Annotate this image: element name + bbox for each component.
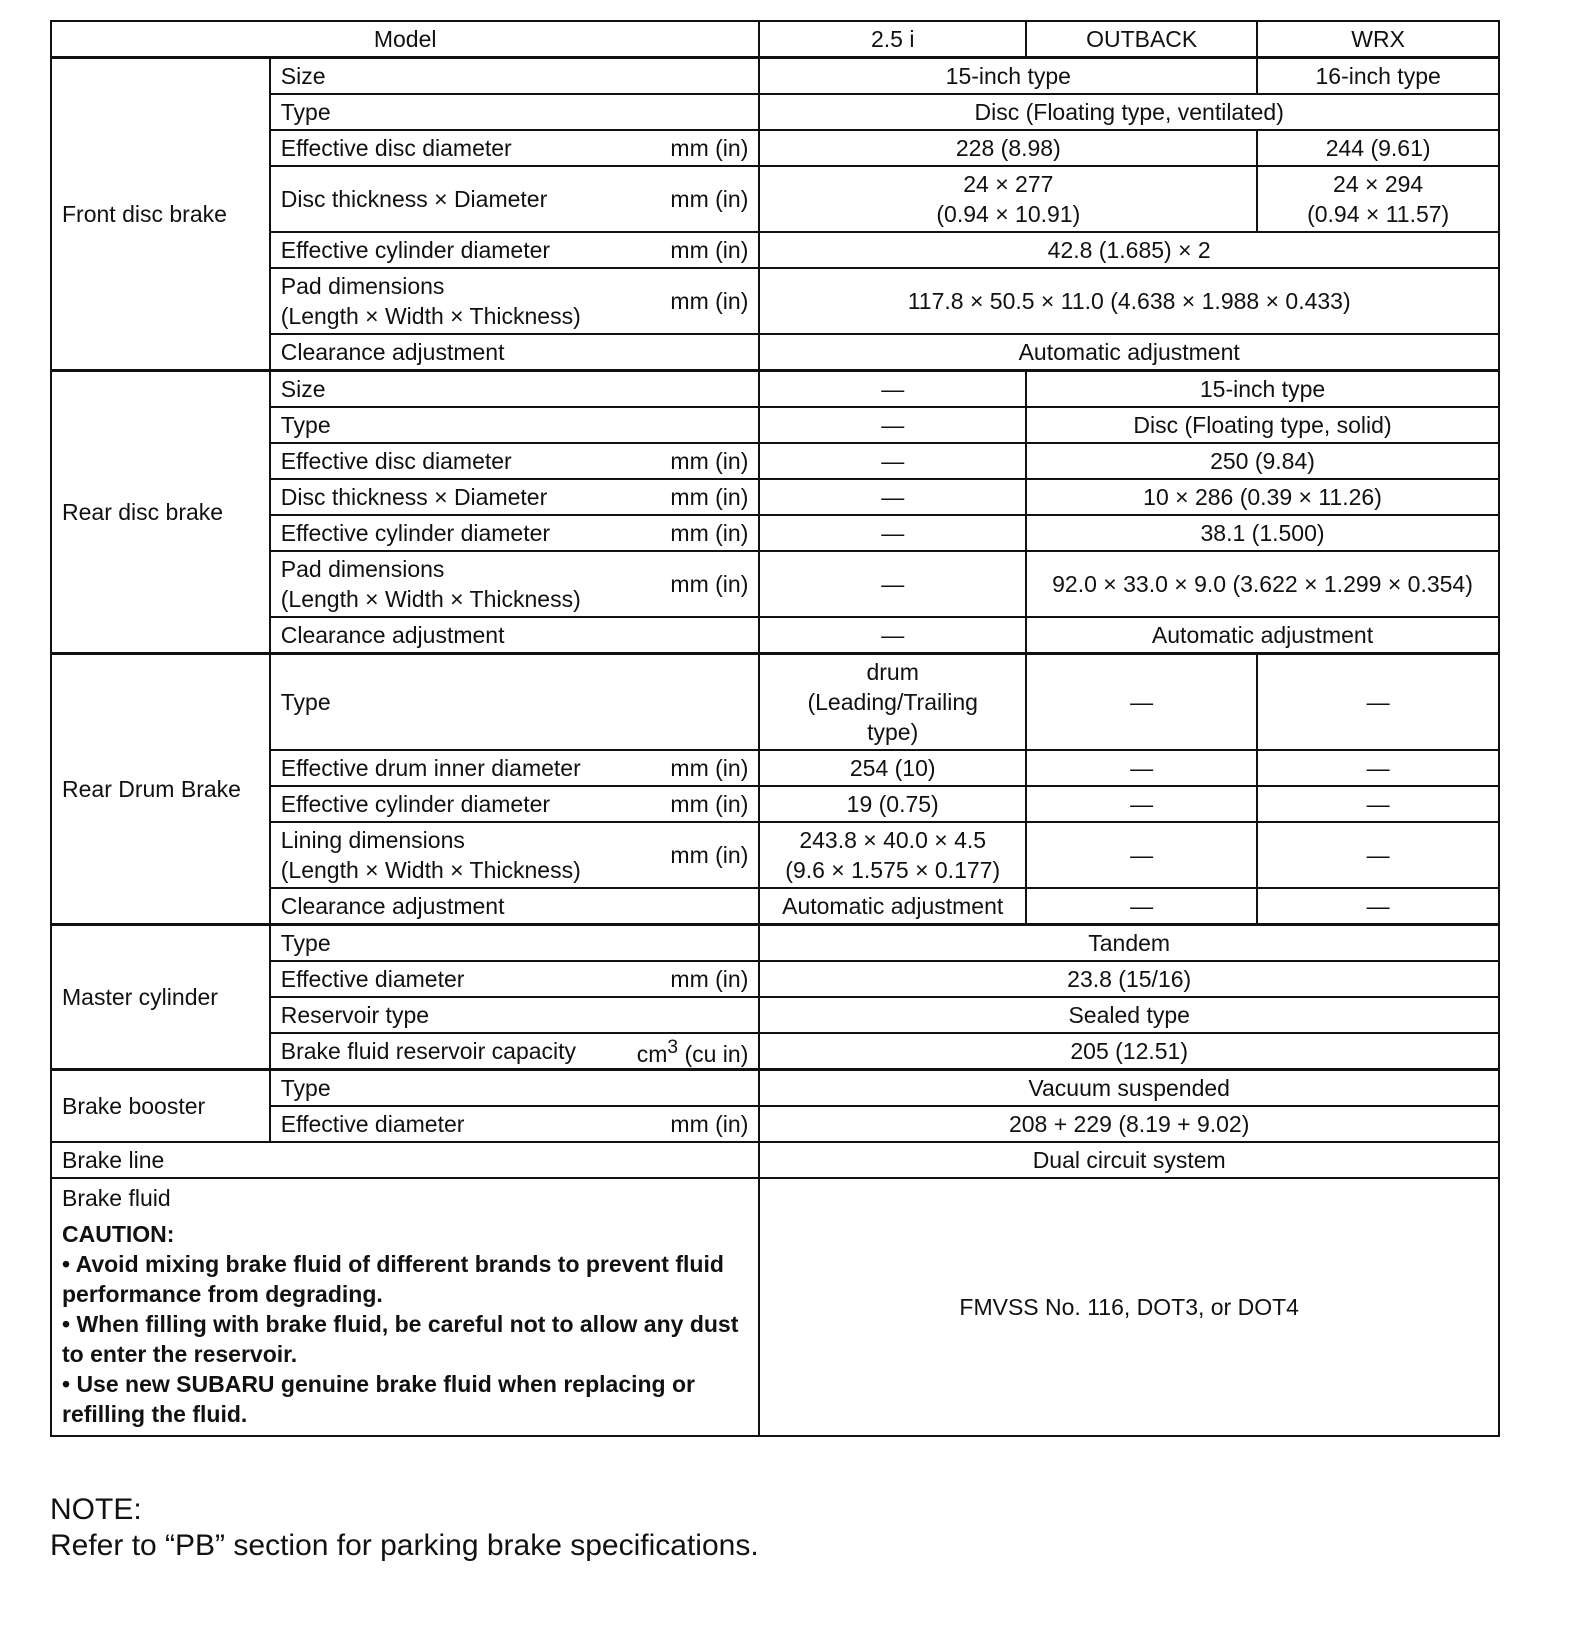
brake-line-label: Brake line <box>51 1142 759 1178</box>
value-line: (0.94 × 11.57) <box>1307 201 1450 227</box>
row-label: Type <box>270 94 760 130</box>
cell-value: 16-inch type <box>1257 58 1499 95</box>
cell-value: 254 (10) <box>759 750 1026 786</box>
label-text: Disc thickness × Diameter <box>280 484 548 510</box>
label-text: Disc thickness × Diameter <box>280 186 548 212</box>
unit-superscript: 3 <box>667 1037 679 1059</box>
table-row <box>51 1142 1499 1178</box>
unit-label: mm (in) <box>670 755 749 781</box>
brake-booster-group-label: Brake booster <box>51 1070 270 1143</box>
value-line: (Leading/Trailing <box>807 689 978 715</box>
value-line: 24 × 294 <box>1333 171 1424 197</box>
note-text: Refer to “PB” section for parking brake specifications. <box>50 1529 759 1562</box>
value-line: 243.8 × 40.0 × 4.5 <box>799 827 987 853</box>
rear-disc-group-label: Rear disc brake <box>51 371 270 654</box>
unit-label: mm (in) <box>670 571 749 597</box>
cell-value: — <box>759 443 1026 479</box>
cell-value: — <box>759 515 1026 551</box>
table-row <box>51 1178 1499 1436</box>
value-line: 24 × 277 <box>963 171 1054 197</box>
cell-value: 244 (9.61) <box>1257 130 1499 166</box>
unit-label: mm (in) <box>670 237 749 263</box>
cell-value: FMVSS No. 116, DOT3, or DOT4 <box>759 1178 1499 1436</box>
row-label <box>270 515 760 551</box>
row-label <box>270 130 760 166</box>
rear-drum-group-label: Rear Drum Brake <box>51 654 270 925</box>
cell-value: 205 (12.51) <box>759 1033 1499 1070</box>
cell-value: Tandem <box>759 925 1499 962</box>
row-label: Clearance adjustment <box>270 617 760 654</box>
table-row <box>51 925 1499 962</box>
header-wrx: WRX <box>1257 21 1499 58</box>
unit-label: mm (in) <box>670 288 749 314</box>
cell-value: 250 (9.84) <box>1026 443 1499 479</box>
unit-label: mm (in) <box>670 520 749 546</box>
cell-value: — <box>759 407 1026 443</box>
table-row <box>51 1070 1499 1107</box>
master-cylinder-group-label: Master cylinder <box>51 925 270 1070</box>
brake-fluid-label: Brake fluid <box>62 1185 171 1211</box>
label-text: Brake fluid reservoir capacity <box>280 1038 577 1064</box>
row-label: Type <box>270 925 760 962</box>
label-line: (Length × Width × Thickness) <box>280 857 581 883</box>
cell-value: — <box>759 617 1026 654</box>
row-label: Type <box>270 654 760 751</box>
cell-value <box>1257 166 1499 232</box>
header-row <box>51 21 1499 58</box>
label-line: (Length × Width × Thickness) <box>280 303 581 329</box>
cell-value: Disc (Floating type, ventilated) <box>759 94 1499 130</box>
row-label: Reservoir type <box>270 997 760 1033</box>
cell-value: Sealed type <box>759 997 1499 1033</box>
label-text: Effective disc diameter <box>280 448 512 474</box>
label-text: Effective cylinder diameter <box>280 520 551 546</box>
row-label: Clearance adjustment <box>270 334 760 371</box>
cell-value: — <box>1026 888 1257 925</box>
cell-value: Dual circuit system <box>759 1142 1499 1178</box>
label-line: Lining dimensions <box>280 827 465 853</box>
table-row <box>51 58 1499 95</box>
label-text: Effective diameter <box>280 1111 465 1137</box>
brake-fluid-cell <box>51 1178 759 1436</box>
row-label <box>270 1106 760 1142</box>
row-label: Type <box>270 407 760 443</box>
cell-value: 208 + 229 (8.19 + 9.02) <box>759 1106 1499 1142</box>
unit-label: mm (in) <box>670 135 749 161</box>
value-line: type) <box>867 719 919 745</box>
cell-value: — <box>1026 822 1257 888</box>
cell-value: Vacuum suspended <box>759 1070 1499 1107</box>
unit-label: mm (in) <box>670 791 749 817</box>
cell-value: Disc (Floating type, solid) <box>1026 407 1499 443</box>
row-label <box>270 750 760 786</box>
header-model: Model <box>51 21 759 58</box>
unit-label: mm (in) <box>670 842 749 868</box>
cell-value: — <box>1026 750 1257 786</box>
header-2-5i: 2.5 i <box>759 21 1026 58</box>
caution-item: • Avoid mixing brake fluid of different brands to prevent fluid performance from degrading. <box>62 1251 724 1307</box>
cell-value: 117.8 × 50.5 × 11.0 (4.638 × 1.988 × 0.433) <box>759 268 1499 334</box>
cell-value: — <box>1257 822 1499 888</box>
row-label <box>270 551 760 617</box>
label-text: Effective cylinder diameter <box>280 237 551 263</box>
brake-spec-table <box>50 20 1500 1437</box>
unit-label: mm (in) <box>670 484 749 510</box>
unit-label: mm (in) <box>670 966 749 992</box>
cell-value: — <box>1257 654 1499 751</box>
cell-value: 92.0 × 33.0 × 9.0 (3.622 × 1.299 × 0.354) <box>1026 551 1499 617</box>
row-label: Size <box>270 58 760 95</box>
label-text: Effective disc diameter <box>280 135 512 161</box>
row-label: Type <box>270 1070 760 1107</box>
cell-value: 38.1 (1.500) <box>1026 515 1499 551</box>
caution-block <box>62 1219 748 1429</box>
row-label: Size <box>270 371 760 408</box>
cell-value: — <box>759 551 1026 617</box>
row-label <box>270 443 760 479</box>
table-row <box>51 371 1499 408</box>
value-line: (0.94 × 10.91) <box>936 201 1081 227</box>
front-disc-group-label: Front disc brake <box>51 58 270 371</box>
note-block <box>50 1492 759 1564</box>
cell-value: 19 (0.75) <box>759 786 1026 822</box>
caution-item: • When filling with brake fluid, be careful not to allow any dust to enter the reservoir. <box>62 1311 739 1367</box>
cell-value: 228 (8.98) <box>759 130 1257 166</box>
cell-value: — <box>1026 654 1257 751</box>
cell-value: Automatic adjustment <box>759 888 1026 925</box>
cell-value <box>759 654 1026 751</box>
unit-label: mm (in) <box>670 186 749 212</box>
label-text: Effective drum inner diameter <box>280 755 581 781</box>
note-title: NOTE: <box>50 1493 142 1526</box>
cell-value: 23.8 (15/16) <box>759 961 1499 997</box>
cell-value <box>759 166 1257 232</box>
cell-value: — <box>759 371 1026 408</box>
row-label <box>270 268 760 334</box>
unit-label: mm (in) <box>670 1111 749 1137</box>
cell-value: Automatic adjustment <box>1026 617 1499 654</box>
caution-item: • Use new SUBARU genuine brake fluid when replacing or refilling the fluid. <box>62 1371 695 1427</box>
row-label <box>270 166 760 232</box>
cell-value: 15-inch type <box>759 58 1257 95</box>
label-text: Effective cylinder diameter <box>280 791 551 817</box>
unit-cm: cm <box>636 1040 668 1067</box>
cell-value <box>759 822 1026 888</box>
row-label <box>270 822 760 888</box>
table-row <box>51 654 1499 751</box>
cell-value: — <box>759 479 1026 515</box>
row-label <box>270 961 760 997</box>
cell-value: 10 × 286 (0.39 × 11.26) <box>1026 479 1499 515</box>
unit-label <box>637 1033 749 1069</box>
cell-value: 15-inch type <box>1026 371 1499 408</box>
cell-value: — <box>1026 786 1257 822</box>
cell-value: Automatic adjustment <box>759 334 1499 371</box>
row-label: Clearance adjustment <box>270 888 760 925</box>
label-line: Pad dimensions <box>280 273 445 299</box>
row-label <box>270 1033 760 1070</box>
value-line: (9.6 × 1.575 × 0.177) <box>785 857 1001 883</box>
row-label <box>270 479 760 515</box>
header-outback: OUTBACK <box>1026 21 1257 58</box>
label-line: (Length × Width × Thickness) <box>280 586 581 612</box>
label-text: Effective diameter <box>280 966 465 992</box>
cell-value: — <box>1257 750 1499 786</box>
cell-value: — <box>1257 786 1499 822</box>
row-label <box>270 786 760 822</box>
caution-title: CAUTION: <box>62 1221 175 1247</box>
row-label <box>270 232 760 268</box>
cell-value: — <box>1257 888 1499 925</box>
unit-cu-in: (cu in) <box>678 1040 749 1067</box>
unit-label: mm (in) <box>670 448 749 474</box>
value-line: drum <box>866 659 919 685</box>
label-line: Pad dimensions <box>280 556 445 582</box>
cell-value: 42.8 (1.685) × 2 <box>759 232 1499 268</box>
